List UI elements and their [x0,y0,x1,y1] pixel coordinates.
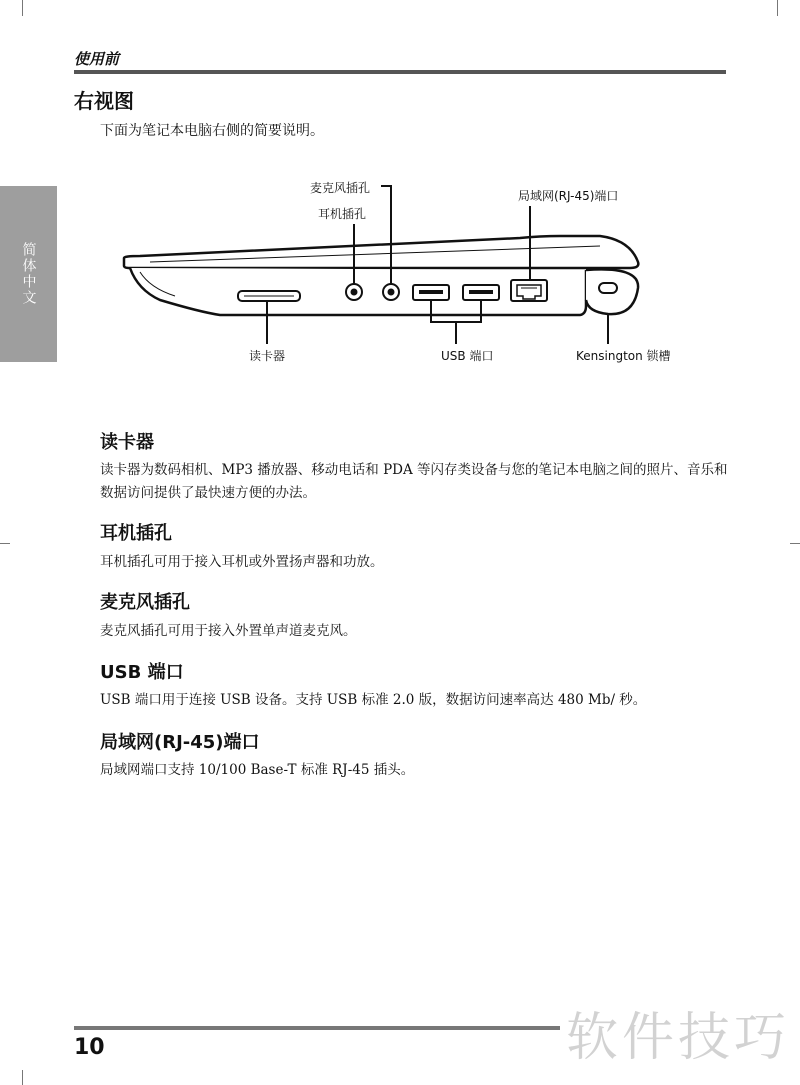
laptop-right-side-diagram [0,170,800,370]
crop-mark [22,0,23,16]
label-mic-jack: 麦克风插孔 [310,181,371,195]
section-title-headphone: 耳机插孔 [100,523,172,544]
section-title-usb: USB 端口 [100,662,184,683]
label-lan-port: 局域网(RJ-45)端口 [518,189,619,203]
crop-mark [0,543,10,544]
label-usb-ports: USB 端口 [441,349,494,363]
side-tab-label: 简体中文 [20,242,37,306]
section-body-lan: 局域网端口支持 10/100 Base-T 标准 RJ-45 插头。 [100,762,415,778]
laptop-lid [124,236,638,268]
watermark: 软件技巧 [566,1008,791,1068]
page-heading: 右视图 [74,89,134,113]
section-body-headphone: 耳机插孔可用于接入耳机或外置扬声器和功放。 [100,554,384,570]
section-body-usb: USB 端口用于连接 USB 设备。支持 USB 标准 2.0 版，数据访问速率高达 480 Mb/ 秒。 [100,692,647,708]
running-header: 使用前 [74,50,120,68]
intro-text: 下面为笔记本电脑右侧的简要说明。 [100,123,324,139]
section-body-card-reader: 读卡器为数码相机、MP3 播放器、移动电话和 PDA 等闪存类设备与您的笔记本电脑之间的照片、音乐和数据访问提供了最快速方便的办法。 [100,462,728,501]
crop-mark [790,543,800,544]
label-headphone-jack: 耳机插孔 [318,207,367,221]
section-body-mic: 麦克风插孔可用于接入外置单声道麦克风。 [100,623,357,639]
label-card-reader: 读卡器 [249,349,286,363]
header-rule [74,70,726,74]
kensington-slot [599,283,617,293]
crop-mark [22,1070,23,1085]
section-title-lan: 局域网(RJ-45)端口 [100,732,260,753]
label-kensington-lock: Kensington 锁槽 [576,349,671,363]
section-title-mic: 麦克风插孔 [100,592,190,613]
section-title-card-reader: 读卡器 [100,432,154,453]
page-number: 10 [74,1035,105,1060]
crop-mark [777,0,778,16]
footer-rule [74,1026,560,1030]
